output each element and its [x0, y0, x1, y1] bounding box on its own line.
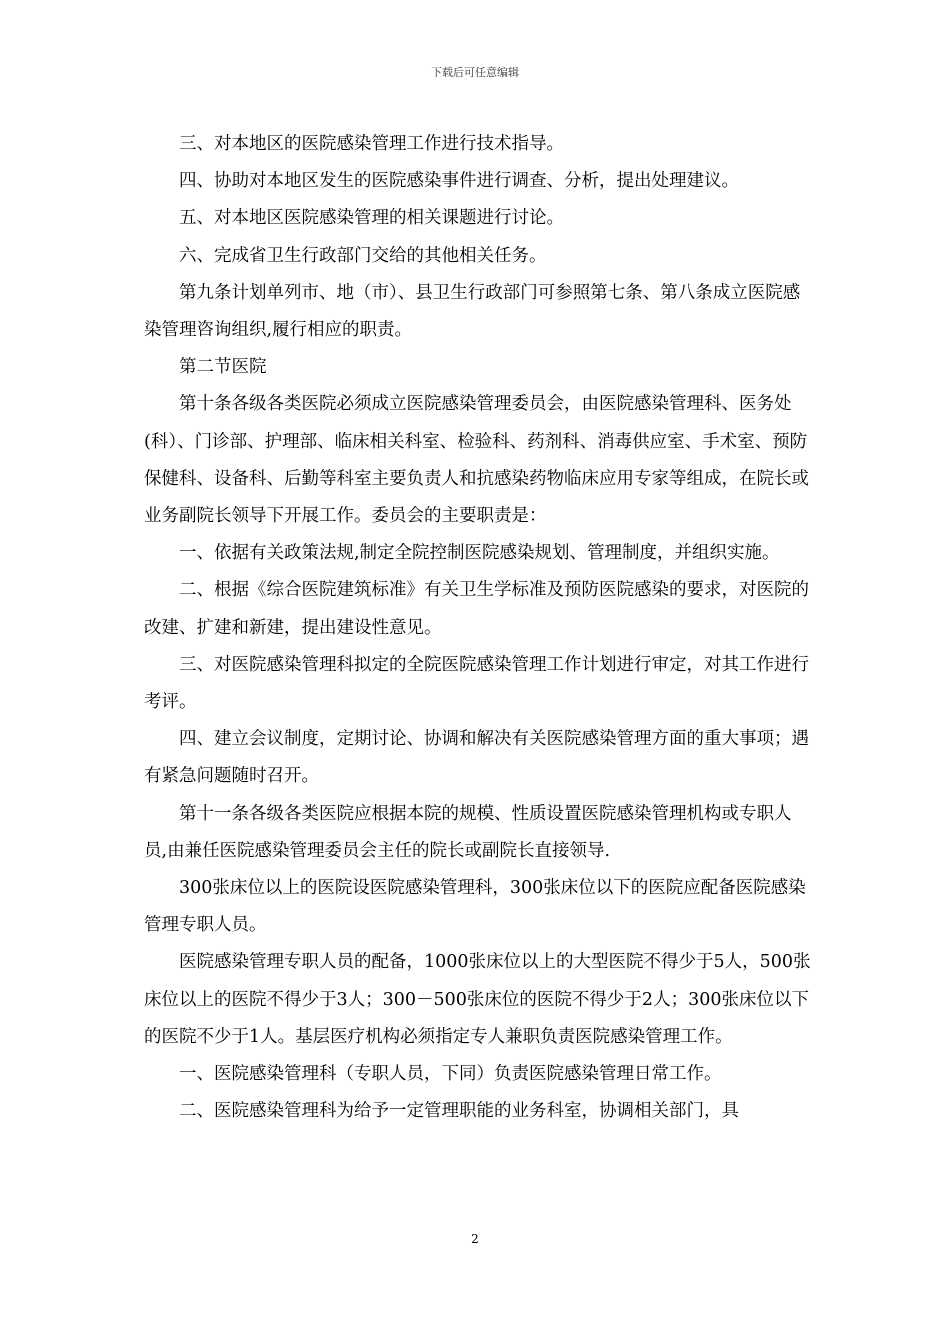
- page-header-note: 下载后可任意编辑: [431, 66, 519, 79]
- paragraph: 六、完成省卫生行政部门交给的其他相关任务。: [179, 245, 547, 266]
- paragraph: 300张床位以上的医院设医院感染管理科，300张床位以下的医院应配备医院感染管理专职人员。: [144, 878, 806, 936]
- document-body: [144, 126, 814, 1130]
- paragraph: 第九条计划单列市、地（市）、县卫生行政部门可参照第七条、第八条成立医院感染管理咨询组织,履行相应的职责。: [144, 282, 801, 341]
- paragraph: 第十一条各级各类医院应根据本院的规模、性质设置医院感染管理机构或专职人员,由兼任医院感染管理委员会主任的院长或副院长直接领导.: [144, 803, 792, 861]
- paragraph: 二、医院感染管理科为给予一定管理职能的业务科室，协调相关部门，具: [179, 1101, 739, 1122]
- paragraph: 三、对医院感染管理科拟定的全院医院感染管理工作计划进行审定，对其工作进行考评。: [144, 654, 809, 713]
- paragraph: 二、根据《综合医院建筑标准》有关卫生学标准及预防医院感染的要求，对医院的改建、扩建和新建，提出建设性意见。: [144, 580, 809, 638]
- paragraph: 一、医院感染管理科（专职人员，下同）负责医院感染管理日常工作。: [179, 1064, 722, 1085]
- page-number: 2: [471, 1232, 479, 1246]
- paragraph: 三、对本地区的医院感染管理工作进行技术指导。: [179, 134, 564, 154]
- paragraph: 四、建立会议制度，定期讨论、协调和解决有关医院感染管理方面的重大事项；遇有紧急问题随时召开。: [144, 729, 809, 787]
- paragraph: 五、对本地区医院感染管理的相关课题进行讨论。: [179, 208, 564, 229]
- paragraph: 第十条各级各类医院必须成立医院感染管理委员会，由医院感染管理科、医务处(科）、门诊部、护理部、临床相关科室、检验科、药剂科、消毒供应室、手术室、预防保健科、设备科、后勤等科室主要负责人和抗感染药物临床应用专家等组成，在院长或业务副院长领导下开展工作。委员会的主要职责是：: [144, 394, 809, 527]
- paragraph: 四、协助对本地区发生的医院感染事件进行调查、分析，提出处理建议。: [179, 171, 739, 192]
- paragraph: 一、依据有关政策法规,制定全院控制医院感染规划、管理制度，并组织实施。: [179, 543, 780, 564]
- paragraph: 医院感染管理专职人员的配备，1000张床位以上的大型医院不得少于5人，500张床位以上的医院不得少于3人；300－500张床位的医院不得少于2人；300张床位以下的医院不少于1人。基层医疗机构必须指定专人兼职负责医院感染管理工作。: [144, 952, 811, 1047]
- section-heading: 第二节医院: [179, 357, 267, 378]
